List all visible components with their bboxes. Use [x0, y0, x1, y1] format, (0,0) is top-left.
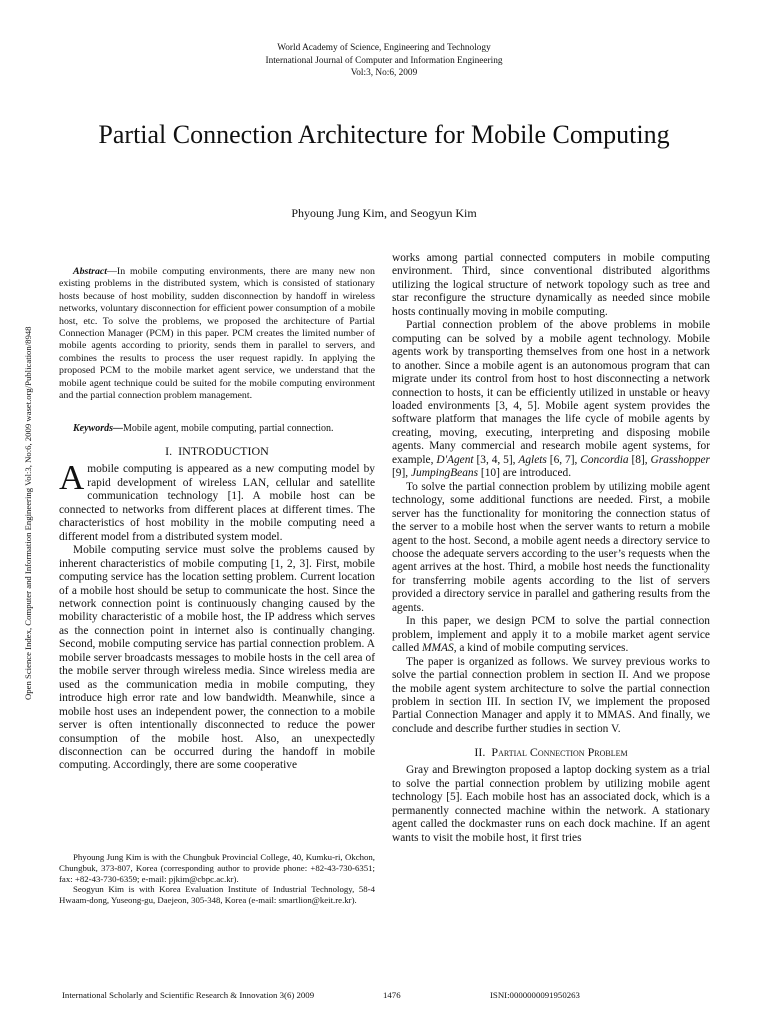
paper-title: Partial Connection Architecture for Mobile Computing: [98, 120, 670, 149]
ref-aglets: [6, 7],: [546, 453, 581, 466]
footnotes: [59, 852, 375, 906]
system-concordia: Concordia: [580, 453, 629, 466]
author-list: Phyoung Jung Kim, and Seogyun Kim: [291, 206, 477, 220]
ref-concordia: [8],: [628, 453, 651, 466]
system-dagent: D'Agent: [436, 453, 474, 466]
right-paragraph-3: To solve the partial connection problem by utilizing mobile agent technology, some additional functions are needed. First, a mobile server has the functionality for monitoring the connection status of the server to a mobile host when the server wants to return a mobile agent to the host. Second, a mobile agent needs a directory service to choose the adequate servers according to the user’s requests when the agent arrives at the host. Third, a mobile host needs the functionality for transferring mobile agents according to the list of servers provided a directory service in parallel and gathering results from the agents.: [392, 480, 710, 614]
keywords-label: Keywords—: [73, 423, 123, 435]
right-paragraph-2-text: Partial connection problem of the above problems in mobile computing can be solved by a mobile agent technology. Mobile agents work by transporting themselves from one host in a network to another. Since a mobile agent is an autonomous program that can migrate under its control from host to host disconnecting a network connection to hosts, it can be efficiently utilized in unstable or heavy loaded environments [3, 4, 5]. Mobile agent system provides the software platform that manages the life cycle of mobile agents by creating, moving, executing, interpreting and disposing mobile agents. Many commercial and research mobile agent systems, for example,: [392, 319, 710, 466]
isni-number: ISNI:0000000091950263: [490, 990, 580, 1000]
footnote-author-1: Phyoung Jung Kim is with the Chungbuk Provincial College, 40, Kumku-ri, Okchon, Chungbuk, 373-807, Korea (corresponding author to provide phone: +82-43-730-6351; fax: +82-43-730-6359; e-mail: pjkim@cbpc.ac.kr).: [59, 852, 375, 884]
system-grasshopper: Grasshopper: [650, 453, 710, 466]
abstract-label: Abstract: [73, 266, 108, 277]
right-paragraph-4-text-b: , a kind of mobile computing services.: [453, 642, 629, 655]
header-line-1: World Academy of Science, Engineering and Technology: [277, 43, 491, 53]
header-line-3: Vol:3, No:6, 2009: [350, 68, 418, 78]
right-column: [392, 252, 710, 845]
keywords: [59, 422, 375, 435]
journal-header: [0, 42, 768, 80]
abstract-text: —In mobile computing environments, there are many new non existing problems in the distributed system, which is consisted of stationary hosts because of host mobility, sudden disconnection by handoff in wireless networks, voluntary disconnection for efficient power consumption of a mobile host, etc. To solve the problems, we proposed the architecture of Partial Connection Manager (PCM) in this paper. PCM creates the limited number of mobile agents according to priority, sends them in parallel to servers, and combines the results to process the user request rapidly. In applying the proposed PCM to the mobile market agent service, we understand that the mobile agent technique could be suited for the mobile computing environment and the partial connection problem management.: [59, 266, 375, 402]
drop-cap: A: [59, 458, 85, 498]
footer-left: International Scholarly and Scientific Research & Innovation 3(6) 2009: [62, 990, 315, 1000]
mmas-term: MMAS: [422, 642, 454, 655]
right-paragraph-4: [392, 615, 710, 655]
intro-paragraph-1-text: mobile computing is appeared as a new computing model by rapid development of wireless LAN, cellular and satellite communication technology [1]. A mobile host can be connected to networks from different places at different times. The characteristics of host mobility in the mobile computing need a different model from a distributed system model.: [59, 463, 375, 543]
section-heading-partial-connection: [392, 744, 710, 760]
right-paragraph-1: works among partial connected computers in mobile computing environment. Third, since conventional distributed algorithms utilizing the logical structure of network topology such as tree and star reconfigure the structure dynamically as needed since mobile hosts continually moving in mobile computing.: [392, 252, 710, 318]
right-paragraph-5: The paper is organized as follows. We survey previous works to solve the partial connection problem in section II. And we propose the mobile agent system architecture to solve the partial connection problem in section III. In section IV, we implement the proposed Partial Connection Manager and apply it to MMAS. And finally, we conclude and describe further studies in section V.: [392, 655, 710, 735]
ref-jumpingbeans: [10] are introduced.: [478, 467, 572, 480]
right-paragraph-2: [392, 319, 710, 480]
system-aglets: Aglets: [518, 453, 547, 466]
footnote-author-2: Seogyun Kim is with Korea Evaluation Institute of Industrial Technology, 58-4 Hwaam-dong, Yuseong-gu, Daejeon, 305-348, Korea (e-mail: smartlion@keit.re.kr).: [59, 884, 375, 906]
section-2-number: II.: [474, 745, 492, 760]
side-index-text: Open Science Index, Computer and Information Engineering Vol:3, No:6, 2009 waset.org/Publication/8948: [23, 326, 33, 700]
right-paragraph-4-text-a: In this paper, we design PCM to solve the partial connection problem, implement and apply it to a mobile market agent service called: [392, 615, 710, 655]
right-paragraph-6: Gray and Brewington proposed a laptop docking system as a trial to solve the partial connection problem by utilizing mobile agent technology [5]. Each mobile host has an associated dock, which is a permanently connected machine within the network. A stationary agent called the dockmaster runs on each dock machine. If an agent wants to visit the mobile host, it first tries: [392, 764, 710, 844]
section-2-title: Partial Connection Problem: [491, 745, 628, 760]
ref-grasshopper: [9],: [392, 467, 411, 480]
system-jumpingbeans: JumpingBeans: [410, 467, 479, 480]
header-line-2: International Journal of Computer and Information Engineering: [265, 55, 503, 66]
page-number: 1476: [383, 990, 401, 1000]
intro-paragraph-1: [59, 458, 375, 544]
keywords-text: Mobile agent, mobile computing, partial connection.: [123, 423, 334, 435]
section-heading-introduction: I. INTRODUCTION: [165, 444, 269, 459]
abstract: [59, 266, 375, 402]
left-column: [59, 266, 375, 773]
intro-paragraph-2: Mobile computing service must solve the problems caused by inherent characteristics of mobile computing [1, 2, 3]. First, mobile computing service has the location setting problem. Current location of a mobile host should be setup to communicate the host. Since the network connection point is continuously changing caused by the mobility characteristic of a mobile host, the IP address which serves as the connection point in internet also is continually changing. Second, mobile computing service has partial connection problem. A mobile server broadcasts messages to mobile hosts in the cell area of the mobile server through wireless media. Since wireless media are used as the communication media in mobile computing, they introduce high error rate and low bandwidth. Meanwhile, since a mobile host uses an independent power, the connection to a mobile server is often intentionally disconnected to reduce the power consumption of the mobile host. Also, an unexpectedly disconnection can be occurred during the handoff in mobile computing. Accordingly, there are some cooperative: [59, 544, 375, 772]
ref-dagent: [3, 4, 5],: [473, 453, 519, 466]
